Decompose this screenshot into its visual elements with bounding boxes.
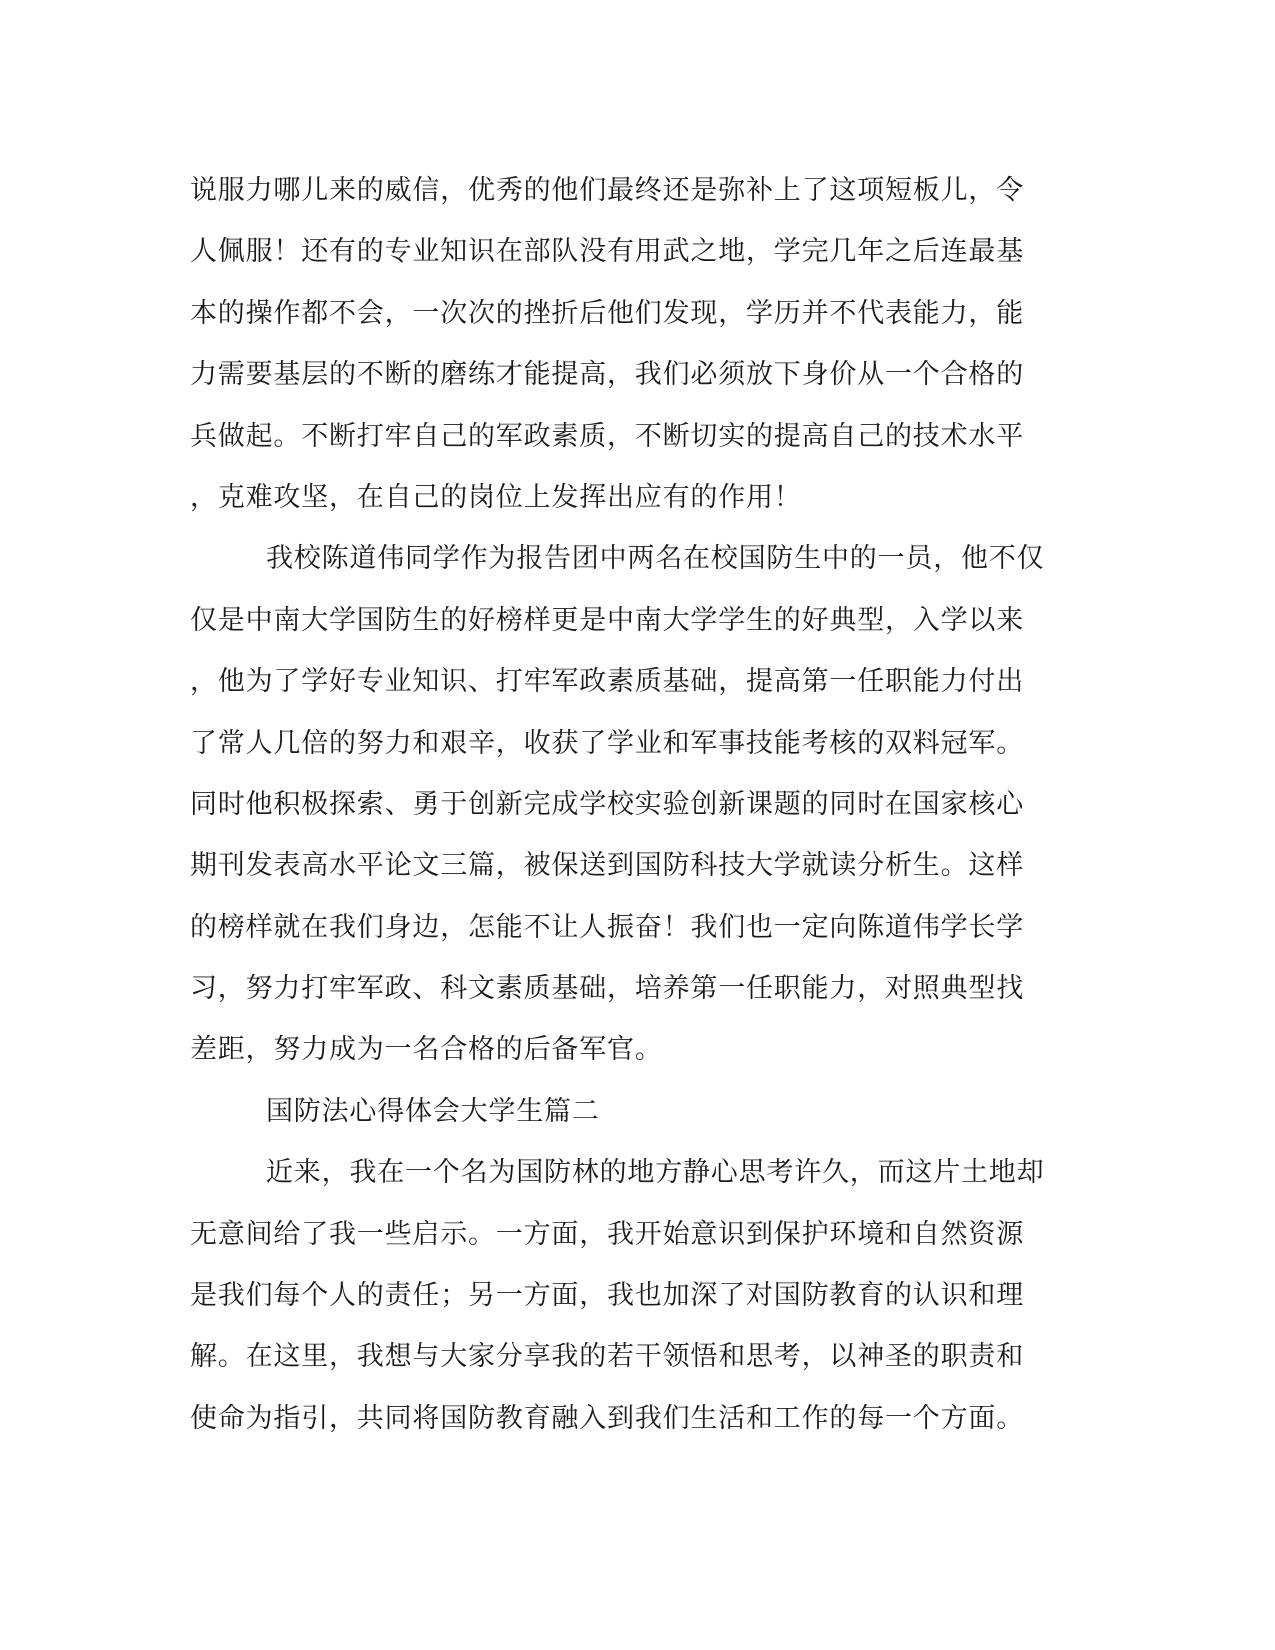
section-heading: 国防法心得体会大学生篇二 [266,1095,600,1127]
text-line: 力需要基层的不断的磨练才能提高，我们必须放下身价从一个合格的 [190,359,1024,391]
paragraph-first-line: 近来，我在一个名为国防林的地方静心思考许久，而这片土地却 [266,1157,1045,1189]
text-line: 兵做起。不断打牢自己的军政素质，不断切实的提高自己的技术水平 [190,420,1024,452]
text-line: 人佩服！还有的专业知识在部队没有用武之地，学完几年之后连最基 [190,236,1024,268]
text-line: 习，努力打牢军政、科文素质基础，培养第一任职能力，对照典型找 [190,973,1024,1005]
text-line: 本的操作都不会，一次次的挫折后他们发现，学历并不代表能力，能 [190,297,1024,329]
text-line: 了常人几倍的努力和艰辛，收获了学业和军事技能考核的双料冠军。 [190,727,1024,759]
text-line: 说服力哪儿来的威信，优秀的他们最终还是弥补上了这项短板儿，令 [190,175,1024,206]
paragraph-first-line: 我校陈道伟同学作为报告团中两名在校国防生中的一员，他不仅 [266,543,1045,575]
text-line: ，他为了学好专业知识、打牢军政素质基础，提高第一任职能力付出 [190,666,1024,698]
text-line: 是我们每个人的责任；另一方面，我也加深了对国防教育的认识和理 [190,1280,1024,1312]
text-line: 同时他积极探索、勇于创新完成学校实验创新课题的同时在国家核心 [190,788,1024,820]
text-line: 仅是中南大学国防生的好榜样更是中南大学学生的好典型，入学以来 [190,604,1024,636]
text-line: 期刊发表高水平论文三篇，被保送到国防科技大学就读分析生。这样 [190,850,1024,882]
document-body [190,160,1090,1449]
text-line: 的榜样就在我们身边，怎能不让人振奋！我们也一定向陈道伟学长学 [190,911,1024,943]
text-line: 使命为指引，共同将国防教育融入到我们生活和工作的每一个方面。 [190,1402,1024,1434]
text-line: ，克难攻坚，在自己的岗位上发挥出应有的作用！ [190,481,802,513]
text-line: 差距，努力成为一名合格的后备军官。 [190,1034,663,1066]
text-line: 无意间给了我一些启示。一方面，我开始意识到保护环境和自然资源 [190,1218,1024,1250]
text-line: 解。在这里，我想与大家分享我的若干领悟和思考，以神圣的职责和 [190,1341,1024,1373]
